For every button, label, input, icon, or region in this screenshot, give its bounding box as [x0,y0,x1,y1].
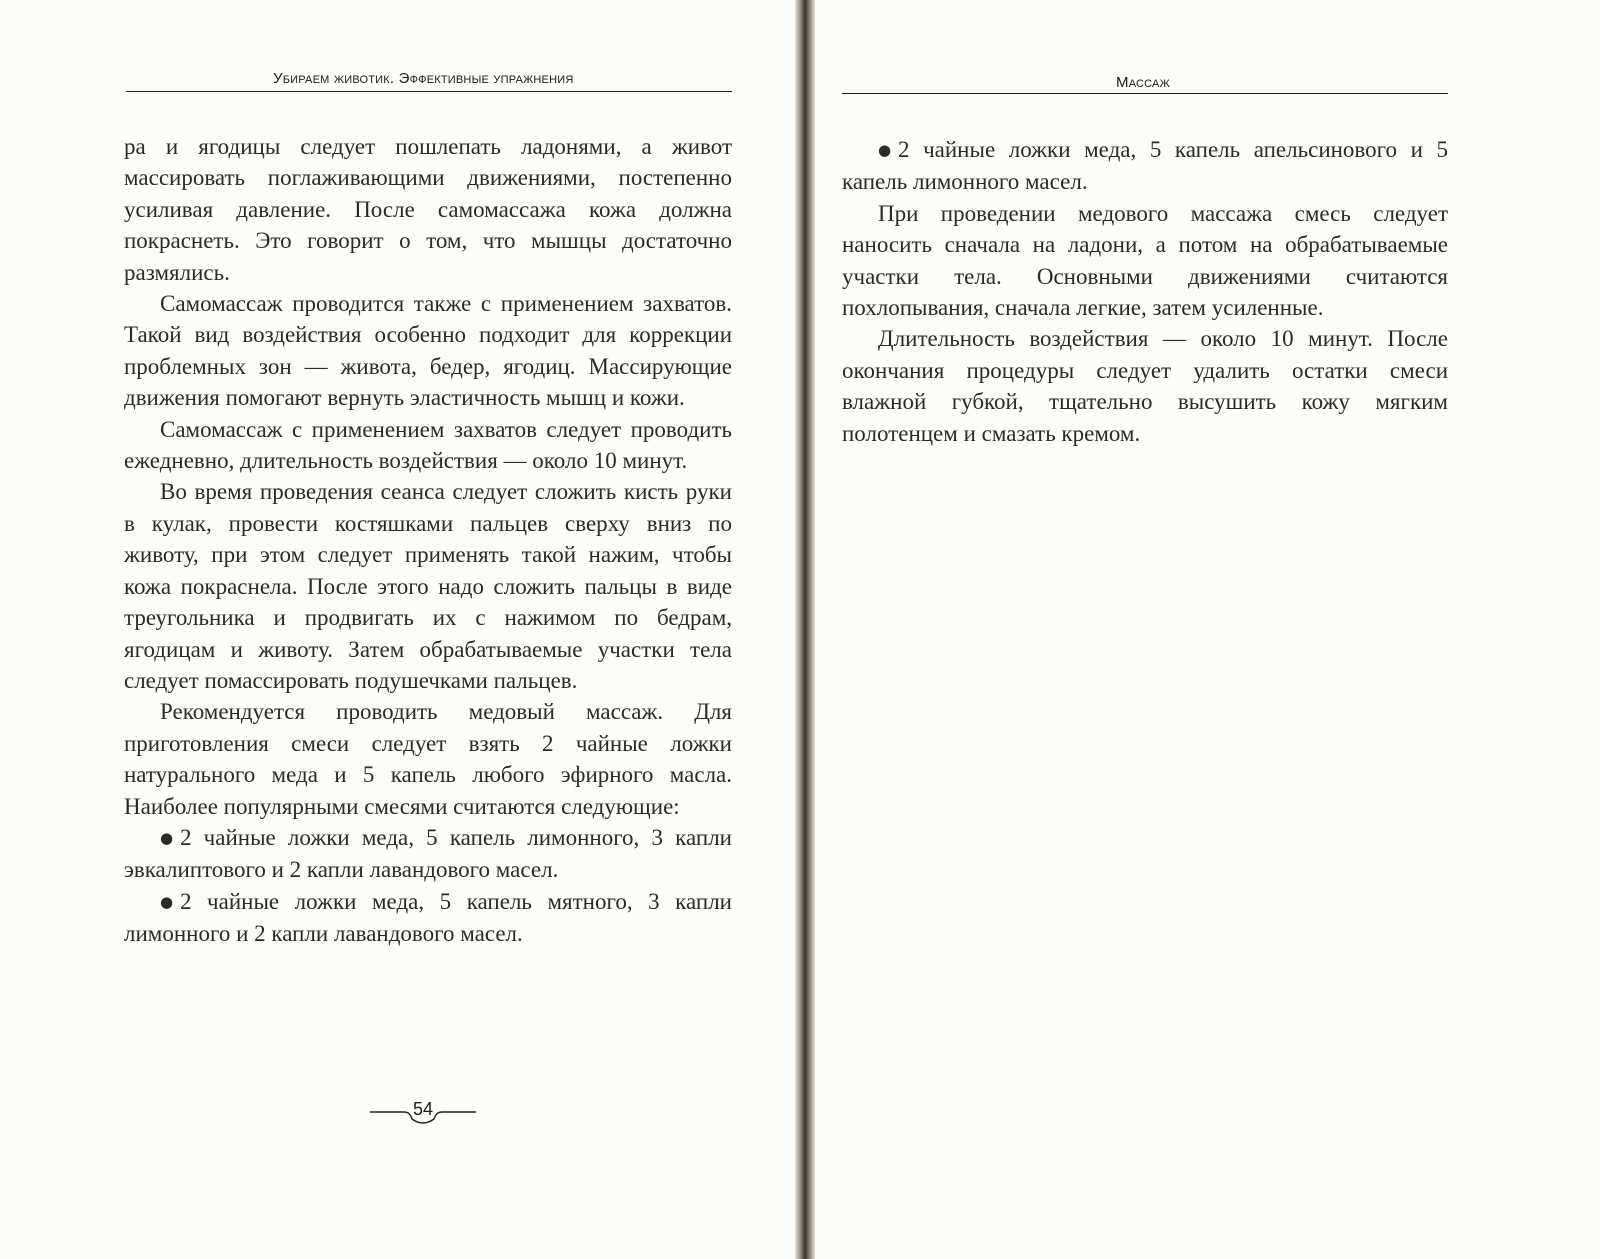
right-header-rule [842,93,1448,94]
left-header-rule [126,91,732,92]
right-page [815,0,1600,1259]
bullet-icon: ● [878,141,892,159]
bullet-icon: ● [160,828,174,847]
bullet-item [124,822,732,886]
paragraph: Самомассаж с применением захватов следует проводить ежедневно, длительность воздействия — около 10 минут. [124,416,732,474]
paragraph: ра и ягодицы следует пошлепать ладонями, а живот массировать поглаживающими движениями, постепенно усиливая давление. После самомассажа кожа должна покраснеть. Это говорит о том, что мышцы достаточно размялись. [124,134,732,285]
page-number: 54 [412,1099,434,1119]
paragraph: Самомассаж проводится также с применением захватов. Такой вид воздействия особенно подходит для коррекции проблемных зон — живота, бедер, ягодиц. Массирующие движения помогают вернуть эластичность мышц и кожи. [124,291,732,411]
left-running-head: Убираем животик. Эффективные упражнения [273,70,574,87]
right-running-head: Массаж [1116,74,1170,91]
paragraph: При проведении медового массажа смесь следует наносить сначала на ладони, а потом на обрабатываемые участки тела. Основными движениями считаются похлопывания, сначала легкие, затем усиленные. [842,200,1448,321]
paragraph: Рекомендуется проводить медовый массаж. Для приготовления смеси следует взять 2 чайные ложки натурального меда и 5 капель любого эфирного масла. Наиболее популярными смесями считаются следующие: [124,699,732,819]
page-folio [368,1093,478,1133]
paragraph: Длительность воздействия — около 10 минут. После окончания процедуры следует удалить остатки смеси влажной губкой, тщательно высушить кожу мягким полотенцем и смазать кремом. [842,326,1448,446]
right-body-text [842,134,1448,449]
bullet-text: 2 чайные ложки меда, 5 капель лимонного, 3 капли эвкалиптового и 2 капли лавандового масел. [124,824,732,883]
paragraph: Во время проведения сеанса следует сложить кисть руки в кулак, провести костяшками пальцев сверху вниз по животу, при этом следует применять такой нажим, чтобы кожа покраснела. После этого надо сложить пальцы в виде треугольника и продвигать их с нажимом по бедрам, ягодицам и животу. Затем обрабатываемые участки тела следует помассировать подушечками пальцев. [124,479,732,693]
bullet-text: 2 чайные ложки меда, 5 капель апельсинового и 5 капель лимонного масел. [842,137,1448,195]
bullet-icon: ● [160,892,174,911]
bullet-item [842,134,1448,198]
bullet-text: 2 чайные ложки меда, 5 капель мятного, 3 капли лимонного и 2 капли лавандового масел. [124,888,732,947]
left-body-text [124,131,732,950]
bullet-item [124,886,732,950]
left-page [0,0,795,1259]
book-gutter [795,0,815,1259]
